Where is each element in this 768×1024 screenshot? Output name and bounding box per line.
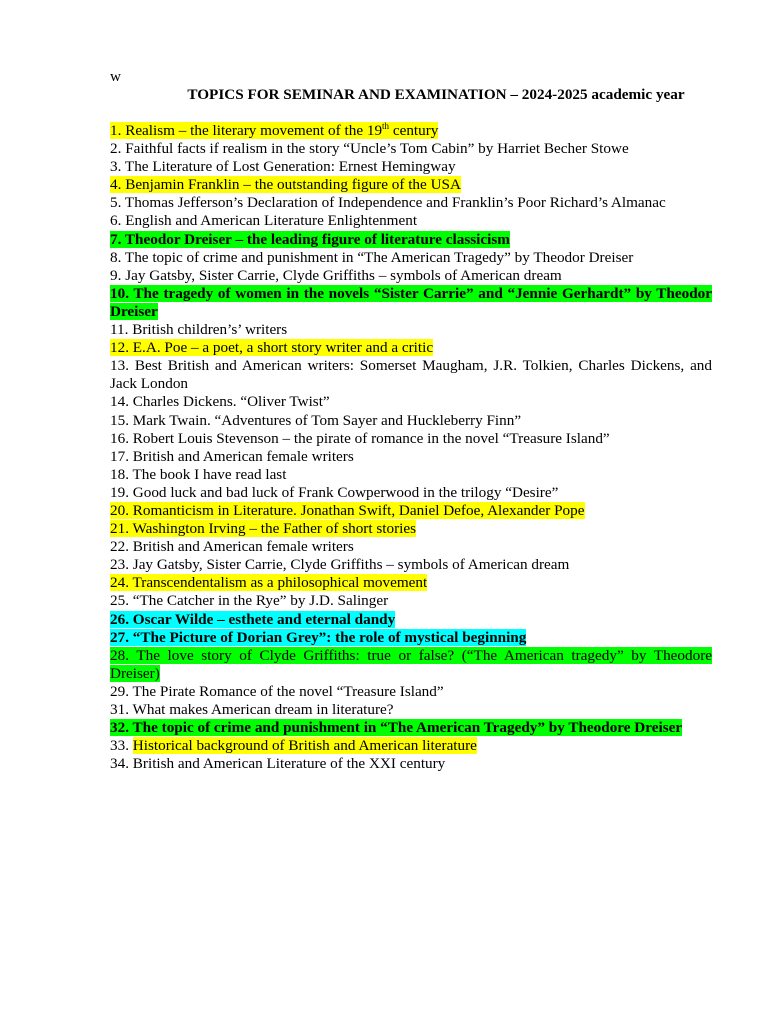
topic-number: 2. [110,140,126,158]
topic-item [110,393,712,411]
topic-text: Realism – the literary movement of the 19th century [125,120,439,139]
topic-text: E.A. Poe – a poet, a short story writer and a critic [132,339,434,357]
topic-number: 34. [110,755,133,773]
topic-text: What makes American dream in literature? [132,701,394,718]
topic-text: Best British and American writers: Somerset Maugham, J.R. Tolkien, Charles Dickens, and Jack London [110,357,712,393]
topic-text: Jay Gatsby, Sister Carrie, Clyde Griffiths – symbols of American dream [132,556,570,574]
topic-text: Robert Louis Stevenson – the pirate of romance in the novel “Treasure Island” [132,429,610,447]
page-marker: w [110,68,121,85]
topic-item [110,719,712,737]
topic-item [110,176,712,194]
topic-number: 10. [110,284,134,302]
topic-item [110,267,712,285]
topic-item [110,701,712,719]
topic-text: The book I have read last [132,465,287,483]
topic-item [110,556,712,574]
topic-item [110,140,712,158]
topic-text: Romanticism in Literature. Jonathan Swift, Daniel Defoe, Alexander Pope [132,501,585,519]
topic-item [110,430,712,448]
topic-text: Thomas Jefferson’s Declaration of Independence and Franklin’s Poor Richard’s Almanac [124,194,666,212]
topic-item [110,231,712,249]
topic-number: 12. [110,339,133,357]
topic-text: Mark Twain. “Adventures of Tom Sayer and Huckleberry Finn” [132,411,522,429]
topic-item [110,321,712,339]
topic-item [110,737,712,755]
topic-text: Benjamin Franklin – the outstanding figure of the USA [125,176,461,194]
topic-text: British and American female writers [132,447,354,465]
topic-item [110,611,712,629]
topic-number: 11. [110,321,133,339]
topic-item [110,412,712,430]
topic-text: Transcendentalism as a philosophical movement [132,574,428,592]
topic-number: 23. [110,556,133,574]
topic-item [110,755,712,773]
topic-number: 7. [110,230,125,248]
topic-item [110,538,712,556]
topic-number: 6. [110,212,126,230]
topic-text: Jay Gatsby, Sister Carrie, Clyde Griffiths – symbols of American dream [125,266,562,284]
topic-item [110,158,712,176]
topic-text: English and American Literature Enlightenment [125,212,418,230]
topic-number: 24. [110,574,133,592]
topic-text: The tragedy of women in the novels “Sister Carrie” and “Jennie Gerhardt” by Theodor Dreiser [110,284,712,320]
topic-number: 20. [110,501,133,519]
topic-item [110,574,712,592]
topic-item [110,683,712,701]
topic-number: 21. [110,520,133,538]
topic-item [110,285,712,321]
document-page [110,68,712,773]
topic-text: The topic of crime and punishment in “The American Tragedy” by Theodore Dreiser [132,719,683,737]
topic-item [110,647,712,683]
topic-item [110,629,712,647]
topic-number: 16. [110,429,133,447]
page-title: TOPICS FOR SEMINAR AND EXAMINATION – 2024-2025 academic year [187,86,685,103]
topic-item [110,502,712,520]
topic-text: Charles Dickens. “Oliver Twist” [132,393,330,411]
topic-number: 18. [110,465,133,483]
topic-number: 26. [110,610,133,628]
topic-item [110,339,712,357]
topic-number: 14. [110,393,133,411]
topic-item [110,212,712,230]
topic-number: 1. [110,122,126,139]
topic-number: 9. [110,266,126,284]
topic-number: 3. [110,158,125,176]
topic-text: “The Picture of Dorian Grey”: the role of mystical beginning [132,628,527,646]
topic-text: The Pirate Romance of the novel “Treasure Island” [132,682,444,700]
topic-number: 4. [110,176,126,194]
topic-number: 5. [110,194,125,212]
topic-number: 17. [110,447,133,465]
topic-item [110,249,712,267]
topic-number: 25. [110,592,133,610]
topic-text: British and American Literature of the XXI century [132,755,446,773]
topic-text: The Literature of Lost Generation: Ernest Hemingway [124,158,456,176]
topic-number: 31. [110,701,133,718]
topic-item [110,194,712,212]
topic-item [110,592,712,610]
topic-number: 33. [110,737,133,755]
topic-text: Historical background of British and American literature [132,737,477,755]
topic-number: 15. [110,411,133,429]
topic-text: Good luck and bad luck of Frank Cowperwood in the trilogy “Desire” [132,483,559,501]
topic-number: 29. [110,682,133,700]
topic-text: British children’s’ writers [132,321,288,339]
topic-text: The topic of crime and punishment in “The American Tragedy” by Theodor Dreiser [124,248,634,266]
topic-item [110,357,712,393]
topic-number: 13. [110,357,135,375]
topic-text: British and American female writers [132,538,354,556]
topic-text: Oscar Wilde – esthete and eternal dandy [132,610,396,628]
topic-number: 32. [110,719,133,737]
topic-number: 27. [110,628,133,646]
topic-text: “The Catcher in the Rye” by J.D. Salinger [132,592,389,610]
topic-item [110,122,712,140]
topic-item [110,466,712,484]
topic-text: The love story of Clyde Griffiths: true or false? (“The American tragedy” by Theodore Dreiser) [110,646,712,682]
topic-item [110,484,712,502]
topic-list [110,122,712,773]
topic-superscript: th [382,120,390,131]
topic-number: 19. [110,483,133,501]
topic-number: 8. [110,248,125,266]
topic-text: Faithful facts if realism in the story “Uncle’s Tom Cabin” by Harriet Becher Stowe [125,140,629,158]
topic-text: Theodor Dreiser – the leading figure of literature classicism [124,230,510,248]
topic-number: 22. [110,538,133,556]
topic-item [110,448,712,466]
topic-number: 28. [110,646,137,664]
topic-item [110,520,712,538]
topic-text: Washington Irving – the Father of short stories [132,520,417,538]
